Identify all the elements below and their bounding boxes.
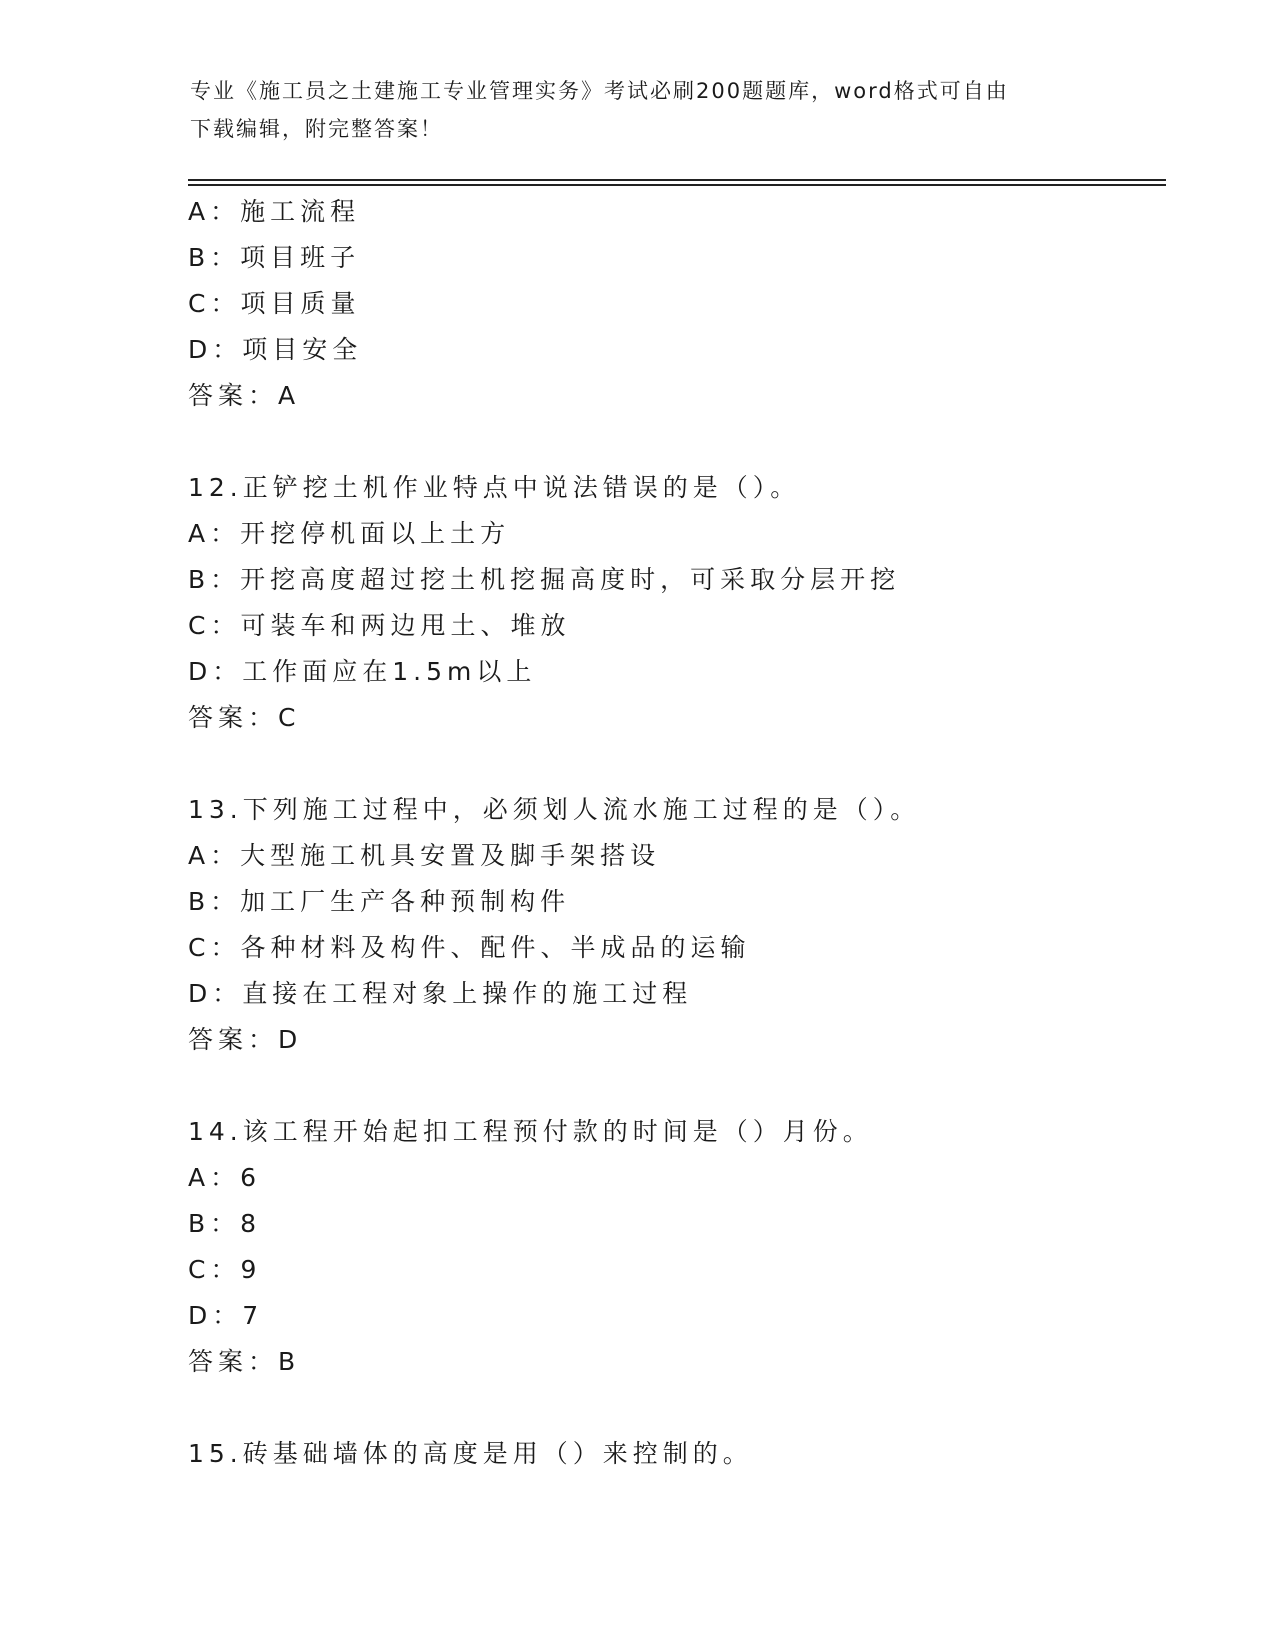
question-text: 15.砖基础墙体的高度是用（）来控制的。 bbox=[188, 1439, 753, 1468]
option-b: B：开挖高度超过挖土机挖掘高度时，可采取分层开挖 bbox=[188, 565, 901, 594]
option-a: A：开挖停机面以上土方 bbox=[188, 519, 511, 548]
option-c: C：9 bbox=[188, 1255, 262, 1284]
option-b: B：项目班子 bbox=[188, 243, 361, 272]
document-header bbox=[190, 72, 1070, 148]
question-list bbox=[188, 189, 1168, 1477]
answer: 答案：C bbox=[188, 703, 301, 732]
question-text: 14.该工程开始起扣工程预付款的时间是（）月份。 bbox=[188, 1117, 873, 1146]
question-block-15 bbox=[188, 1431, 1168, 1477]
option-b: B：8 bbox=[188, 1209, 262, 1238]
option-a: A：施工流程 bbox=[188, 197, 361, 226]
question-block-13 bbox=[188, 787, 1168, 1063]
question-text: 12.正铲挖土机作业特点中说法错误的是（）。 bbox=[188, 473, 801, 502]
option-d: D：项目安全 bbox=[188, 335, 363, 364]
option-c: C：项目质量 bbox=[188, 289, 361, 318]
option-d: D：7 bbox=[188, 1301, 264, 1330]
option-a: A：大型施工机具安置及脚手架搭设 bbox=[188, 841, 661, 870]
header-line-1: 专业《施工员之土建施工专业管理实务》考试必刷200题题库，word格式可自由 bbox=[190, 79, 1009, 103]
question-block-12 bbox=[188, 465, 1168, 741]
option-a: A：6 bbox=[188, 1163, 262, 1192]
question-text: 13.下列施工过程中，必须划人流水施工过程的是（）。 bbox=[188, 795, 921, 824]
answer: 答案：B bbox=[188, 1347, 301, 1376]
spacer bbox=[188, 1385, 1168, 1431]
header-divider-top bbox=[188, 179, 1166, 181]
option-c: C：可装车和两边甩土、堆放 bbox=[188, 611, 571, 640]
option-d: D：工作面应在1.5m以上 bbox=[188, 657, 537, 686]
option-b: B：加工厂生产各种预制构件 bbox=[188, 887, 571, 916]
header-divider-bottom bbox=[188, 184, 1166, 186]
answer: 答案：A bbox=[188, 381, 301, 410]
option-d: D：直接在工程对象上操作的施工过程 bbox=[188, 979, 693, 1008]
question-block-11-tail bbox=[188, 189, 1168, 419]
spacer bbox=[188, 419, 1168, 465]
option-c: C：各种材料及构件、配件、半成品的运输 bbox=[188, 933, 751, 962]
spacer bbox=[188, 1063, 1168, 1109]
spacer bbox=[188, 741, 1168, 787]
answer: 答案：D bbox=[188, 1025, 303, 1054]
header-line-2: 下载编辑，附完整答案！ bbox=[190, 117, 443, 141]
question-block-14 bbox=[188, 1109, 1168, 1385]
